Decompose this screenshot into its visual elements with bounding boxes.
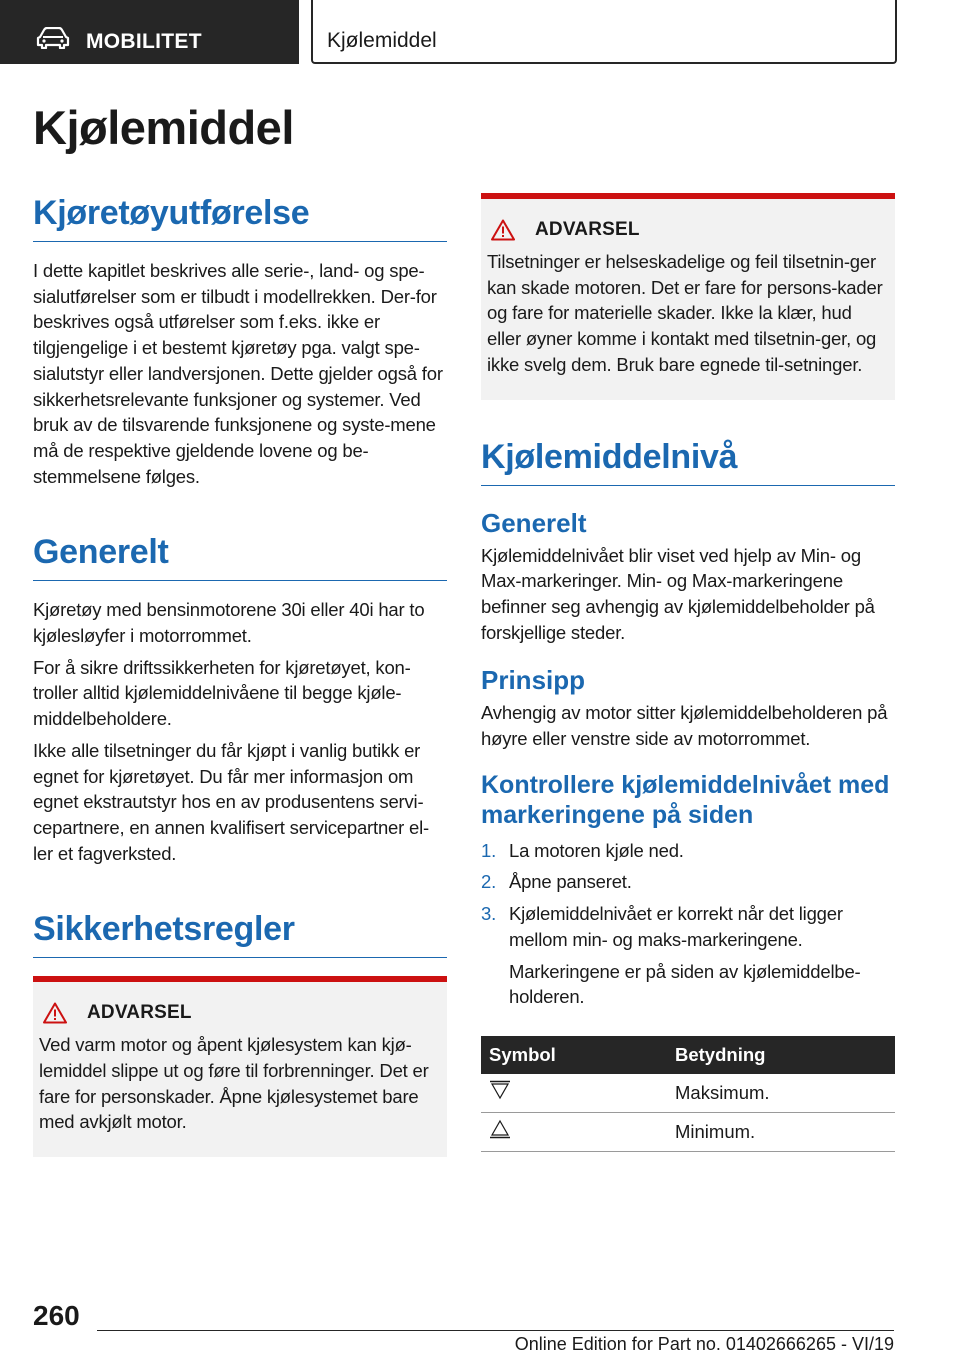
section-title-coolant-level: Kjølemiddelnivå [481, 438, 895, 486]
table-header-meaning: Betydning [667, 1036, 895, 1074]
step-text: La motoren kjøle ned. [509, 839, 684, 861]
warning-label: ADVARSEL [535, 219, 640, 240]
list-item [481, 838, 895, 864]
warning-text: Tilsetninger er helseskadelige og feil tilsetnin-ger kan skade motoren. Det er fare for persons-kader og fare for materielle skader. Ikke la klær, hud eller øyner komme i kontakt med tilsetnin-ger, og ikke svelg dem. Bruk bare egnede til-setninger. [487, 251, 883, 375]
subsection-title-principle: Prinsipp [481, 665, 586, 696]
warning-triangle-icon [43, 1002, 67, 1024]
warning-label: ADVARSEL [87, 1002, 192, 1024]
list-item [481, 901, 895, 1010]
chapter-header [311, 0, 897, 64]
table-cell-symbol [481, 1112, 667, 1151]
footer-divider [97, 1330, 894, 1331]
list-item [481, 869, 895, 895]
table-cell-meaning: Minimum. [667, 1112, 895, 1151]
warning-box [481, 193, 895, 400]
step-text: Kjølemiddelnivået er korrekt når det ligger mellom min- og maks-markeringene. [509, 903, 843, 950]
table-cell-meaning: Maksimum. [667, 1074, 895, 1113]
steps-list [481, 838, 895, 1010]
warning-box [33, 976, 447, 1157]
section-title-vehicle-version: Kjøretøyutførelse [33, 194, 447, 242]
car-icon [36, 27, 70, 49]
table-cell-symbol [481, 1074, 667, 1113]
section-tab-label: MOBILITET [86, 30, 202, 53]
general-paragraph-3: Ikke alle tilsetninger du får kjøpt i vanlig butikk er egnet for kjøretøyet. Du får mer informasjon om egnet ekstrautstyr hos en av produsentens servi-cepartnere, en annen kvalifisert servicepartner el-ler et fagverksted. [33, 739, 429, 864]
table-header-symbol: Symbol [481, 1036, 667, 1074]
left-column [33, 194, 447, 1157]
general-paragraph-2: For å sikre driftssikkerheten for kjøretøyet, kon-troller alltid kjølemiddelnivåene til begge kjøle-middelbeholdere. [33, 656, 411, 730]
subsection-title-general: Generelt [481, 507, 587, 538]
edition-text: Online Edition for Part no. 01402666265 - VI/19 [514, 1334, 894, 1354]
coolant-general-text: Kjølemiddelnivået blir viset ved hjelp av Min- og Max-markeringer. Min- og Max-markeringene befinner seg avhengig av kjølemiddelbeholder på forskjellige steder. [481, 544, 875, 643]
right-column [481, 193, 895, 1152]
subsection-title-check-level: Kontrollere kjølemiddelnivået med markeringene på siden [481, 770, 890, 829]
principle-text: Avhengig av motor sitter kjølemiddelbeholderen på høyre eller venstre side av motorrommet. [481, 702, 888, 750]
header-tab[interactable] [0, 0, 299, 64]
min-marker-icon [489, 1119, 511, 1139]
table-row [481, 1074, 895, 1113]
step-number: 1. [481, 839, 497, 861]
section-title-general: Generelt [33, 533, 447, 581]
max-marker-icon [489, 1080, 511, 1100]
step-number: 2. [481, 871, 497, 893]
step-text: Åpne panseret. [509, 871, 632, 893]
page-title: Kjølemiddel [33, 101, 294, 154]
chapter-title: Kjølemiddel [327, 29, 437, 52]
step-number: 3. [481, 903, 497, 925]
warning-triangle-icon [491, 219, 515, 241]
general-paragraph-1: Kjøretøy med bensinmotorene 30i eller 40i har to kjølesløyfer i motorrommet. [33, 599, 425, 647]
step-note: Markeringene er på siden av kjølemiddelbe-holderen. [509, 960, 861, 1008]
page-number: 260 [33, 1300, 80, 1331]
section-title-safety: Sikkerhetsregler [33, 910, 447, 958]
table-row [481, 1112, 895, 1151]
symbol-table [481, 1036, 895, 1152]
warning-text: Ved varm motor og åpent kjølesystem kan kjø-lemiddel slippe ut og føre til forbrenninger. Det er fare for personskader. Åpne kjølesystemet bare med avkjølt motor. [39, 1034, 429, 1133]
vehicle-version-text: I dette kapitlet beskrives alle serie-, land- og spe-sialutførelser som er tilbudt i modellrekken. Der-for beskrives også utførelser som f.eks. ikke er tilgjengelige i et bestemt kjøretøy pga. valgt spe-sialutstyr eller landversjonen. Dette gjelder også for sikkerhetsrelevante funksjoner og systemer. Ved bruk av de tilsvarende funksjonene og syste-mene må de respektive gjeldende lovene og be-stemmelsene følges. [33, 260, 443, 487]
